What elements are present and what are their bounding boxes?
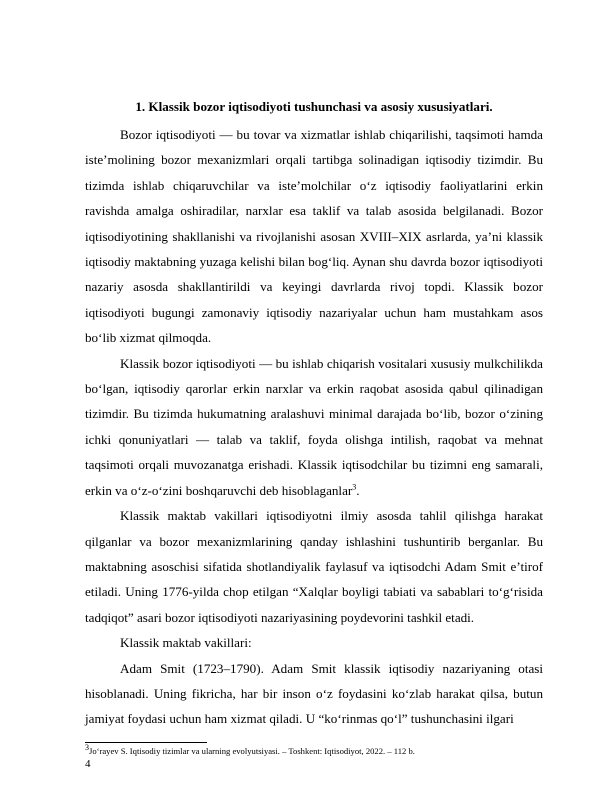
- footnote-marker: 3: [85, 743, 89, 753]
- footnote-reference[interactable]: 3: [352, 482, 357, 492]
- paragraph-classical-school: Klassik maktab vakillari iqtisodiyotni ilmiy asosda tahlil qilishga harakat qilganlar va bozor mexanizmlarining qanday ishlashini tushuntirib berganlar. Bu maktabning asoschisi sifatida shotlandiyalik faylasuf va iqtisodchi Adam Smit e’tirof etiladi. Uning 1776-yilda chop etilgan “Xalqlar boyligi tabiati va sabablari to‘g‘risida tadqiqot” asari bozor iqtisodiyoti nazariyasining poydevorini tashkil etadi.: [85, 508, 543, 625]
- paragraph-adam-smith: Adam Smit (1723–1790). Adam Smit klassik iqtisodiy nazariyaning otasi hisoblanadi. Uning fikricha, har bir inson o‘z foydasini ko‘zlab harakat qilsa, butun jamiyat foydasi uchun ham xizmat qiladi. U “ko‘rinmas qo‘l” tushunchasini ilgari: [85, 660, 543, 727]
- page-number: 4: [85, 758, 91, 770]
- section-heading: 1. Klassik bozor iqtisodiyoti tushunchasi va asosiy xususiyatlari.: [135, 99, 493, 114]
- paragraph-intro: Bozor iqtisodiyoti — bu tovar va xizmatlar ishlab chiqarilishi, taqsimoti hamda iste’molining bozor mexanizmlari orqali tartibga solinadigan iqtisodiy tizimdir. Bu tizimda ishlab chiqaruvchilar va iste’molchilar o‘z iqtisodiy faoliyatlarini erkin ravishda amalga oshiradilar, narxlar esa taklif va talab asosida belgilanadi. Bozor iqtisodiyotining shakllanishi va rivojlanishi asosan XVIII–XIX asrlarda, ya’ni klassik iqtisodiy maktabning yuzaga kelishi bilan bog‘liq. Aynan shu davrda bozor iqtisodiyoti nazariy asosda shakllantirildi va keyingi davrlarda rivoj topdi. Klassik bozor iqtisodiyoti bugungi zamonaviy iqtisodiy nazariyalar uchun ham mustahkam asos bo‘lib xizmat qilmoqda.: [85, 127, 543, 346]
- footnote-divider: [85, 742, 207, 743]
- paragraph-definition: [85, 351, 543, 503]
- paragraph-definition-text: Klassik bozor iqtisodiyoti — bu ishlab chiqarish vositalari xususiy mulkchilikda bo‘lgan, iqtisodiy qarorlar erkin narxlar va erkin raqobat asosida qabul qilinadigan tizimdir. Bu tizimda hukumatning aralashuvi minimal darajada bo‘lib, bozor o‘zining ichki qonuniyatlari — talab va taklif, foyda olishga intilish, raqobat va mehnat taqsimoti orqali muvozanatga erishadi. Klassik iqtisodchilar bu tizimni eng samarali, erkin va o‘z-o‘zini boshqaruvchi deb hisoblaganlar: [85, 355, 543, 498]
- paragraph-representatives-label: Klassik maktab vakillari:: [120, 635, 252, 651]
- footnote: [85, 743, 545, 757]
- paragraph-definition-end: .: [356, 482, 360, 498]
- footnote-text: Jo‘rayev S. Iqtisodiy tizimlar va ularning evolyutsiyasi. – Toshkent: Iqtisodiyot, 2022. – 112 b.: [89, 746, 415, 756]
- body-text: [85, 122, 543, 732]
